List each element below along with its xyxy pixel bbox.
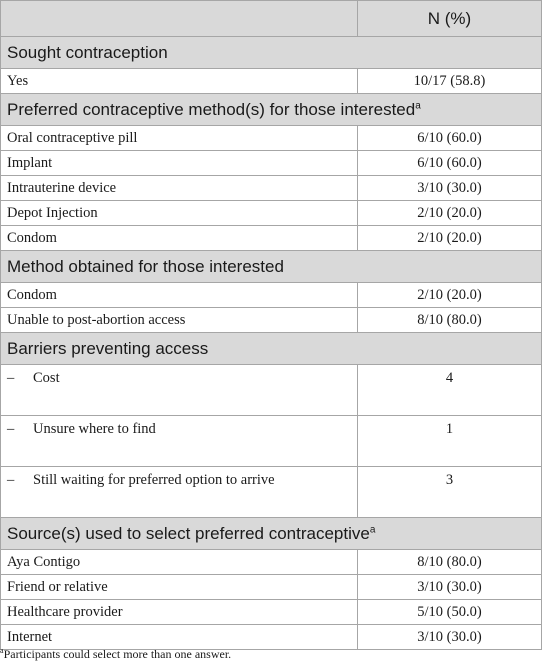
row-label: Internet xyxy=(1,625,358,650)
table-row xyxy=(1,126,542,151)
table-row xyxy=(1,151,542,176)
row-value: 3/10 (30.0) xyxy=(358,176,542,201)
section-header-sought-contraception xyxy=(1,37,542,69)
footnote-text: Participants could select more than one answer. xyxy=(3,647,232,661)
row-value: 1 xyxy=(358,416,542,467)
row-label: Unsure where to find xyxy=(33,421,156,437)
table-row xyxy=(1,69,542,94)
row-label: Friend or relative xyxy=(1,575,358,600)
row-value: 3 xyxy=(358,467,542,518)
footnote-marker: a xyxy=(0,646,4,655)
header-label-cell xyxy=(1,1,358,37)
table-row xyxy=(1,226,542,251)
table-row xyxy=(1,201,542,226)
footnote-marker: a xyxy=(415,99,421,111)
row-value: 6/10 (60.0) xyxy=(358,151,542,176)
table-row xyxy=(1,416,542,467)
row-value: 5/10 (50.0) xyxy=(358,600,542,625)
row-label: Healthcare provider xyxy=(1,600,358,625)
section-header-method-obtained xyxy=(1,251,542,283)
dash-bullet: – xyxy=(7,370,15,386)
row-label: Condom xyxy=(1,226,358,251)
section-title: Source(s) used to select preferred contraceptive xyxy=(7,523,370,543)
row-label: Depot Injection xyxy=(1,201,358,226)
header-value-cell: N (%) xyxy=(358,1,542,37)
row-value: 3/10 (30.0) xyxy=(358,625,542,650)
row-value: 10/17 (58.8) xyxy=(358,69,542,94)
row-label: Unable to post-abortion access xyxy=(1,308,358,333)
section-title: Preferred contraceptive method(s) for those interested xyxy=(7,99,416,119)
row-value: 6/10 (60.0) xyxy=(358,126,542,151)
row-value: 2/10 (20.0) xyxy=(358,283,542,308)
section-header-barriers xyxy=(1,333,542,365)
row-value: 8/10 (80.0) xyxy=(358,308,542,333)
section-title: Barriers preventing access xyxy=(7,338,209,358)
dash-bullet: – xyxy=(7,472,15,488)
table-row xyxy=(1,467,542,518)
table-footnote xyxy=(0,647,231,662)
table-row xyxy=(1,625,542,650)
row-label: Condom xyxy=(1,283,358,308)
table-row xyxy=(1,176,542,201)
dash-bullet: – xyxy=(7,421,15,437)
row-value: 2/10 (20.0) xyxy=(358,226,542,251)
footnote-marker: a xyxy=(369,523,376,535)
table-row xyxy=(1,365,542,416)
section-header-preferred-method xyxy=(1,94,542,126)
table-row xyxy=(1,283,542,308)
row-label: Aya Contigo xyxy=(1,550,358,575)
row-label: Still waiting for preferred option to arrive xyxy=(33,472,275,488)
table-row xyxy=(1,308,542,333)
row-value: 3/10 (30.0) xyxy=(358,575,542,600)
header-row xyxy=(1,1,542,37)
table-row xyxy=(1,600,542,625)
section-title: Method obtained for those interested xyxy=(7,256,284,276)
section-title: Sought contraception xyxy=(7,42,168,62)
row-label: Yes xyxy=(1,69,358,94)
table-row xyxy=(1,575,542,600)
row-label: Oral contraceptive pill xyxy=(1,126,358,151)
section-header-sources xyxy=(1,518,542,550)
row-value: 4 xyxy=(358,365,542,416)
row-label: Implant xyxy=(1,151,358,176)
row-value: 2/10 (20.0) xyxy=(358,201,542,226)
row-label: Cost xyxy=(33,370,60,386)
row-label: Intrauterine device xyxy=(1,176,358,201)
table-row xyxy=(1,550,542,575)
row-value: 8/10 (80.0) xyxy=(358,550,542,575)
